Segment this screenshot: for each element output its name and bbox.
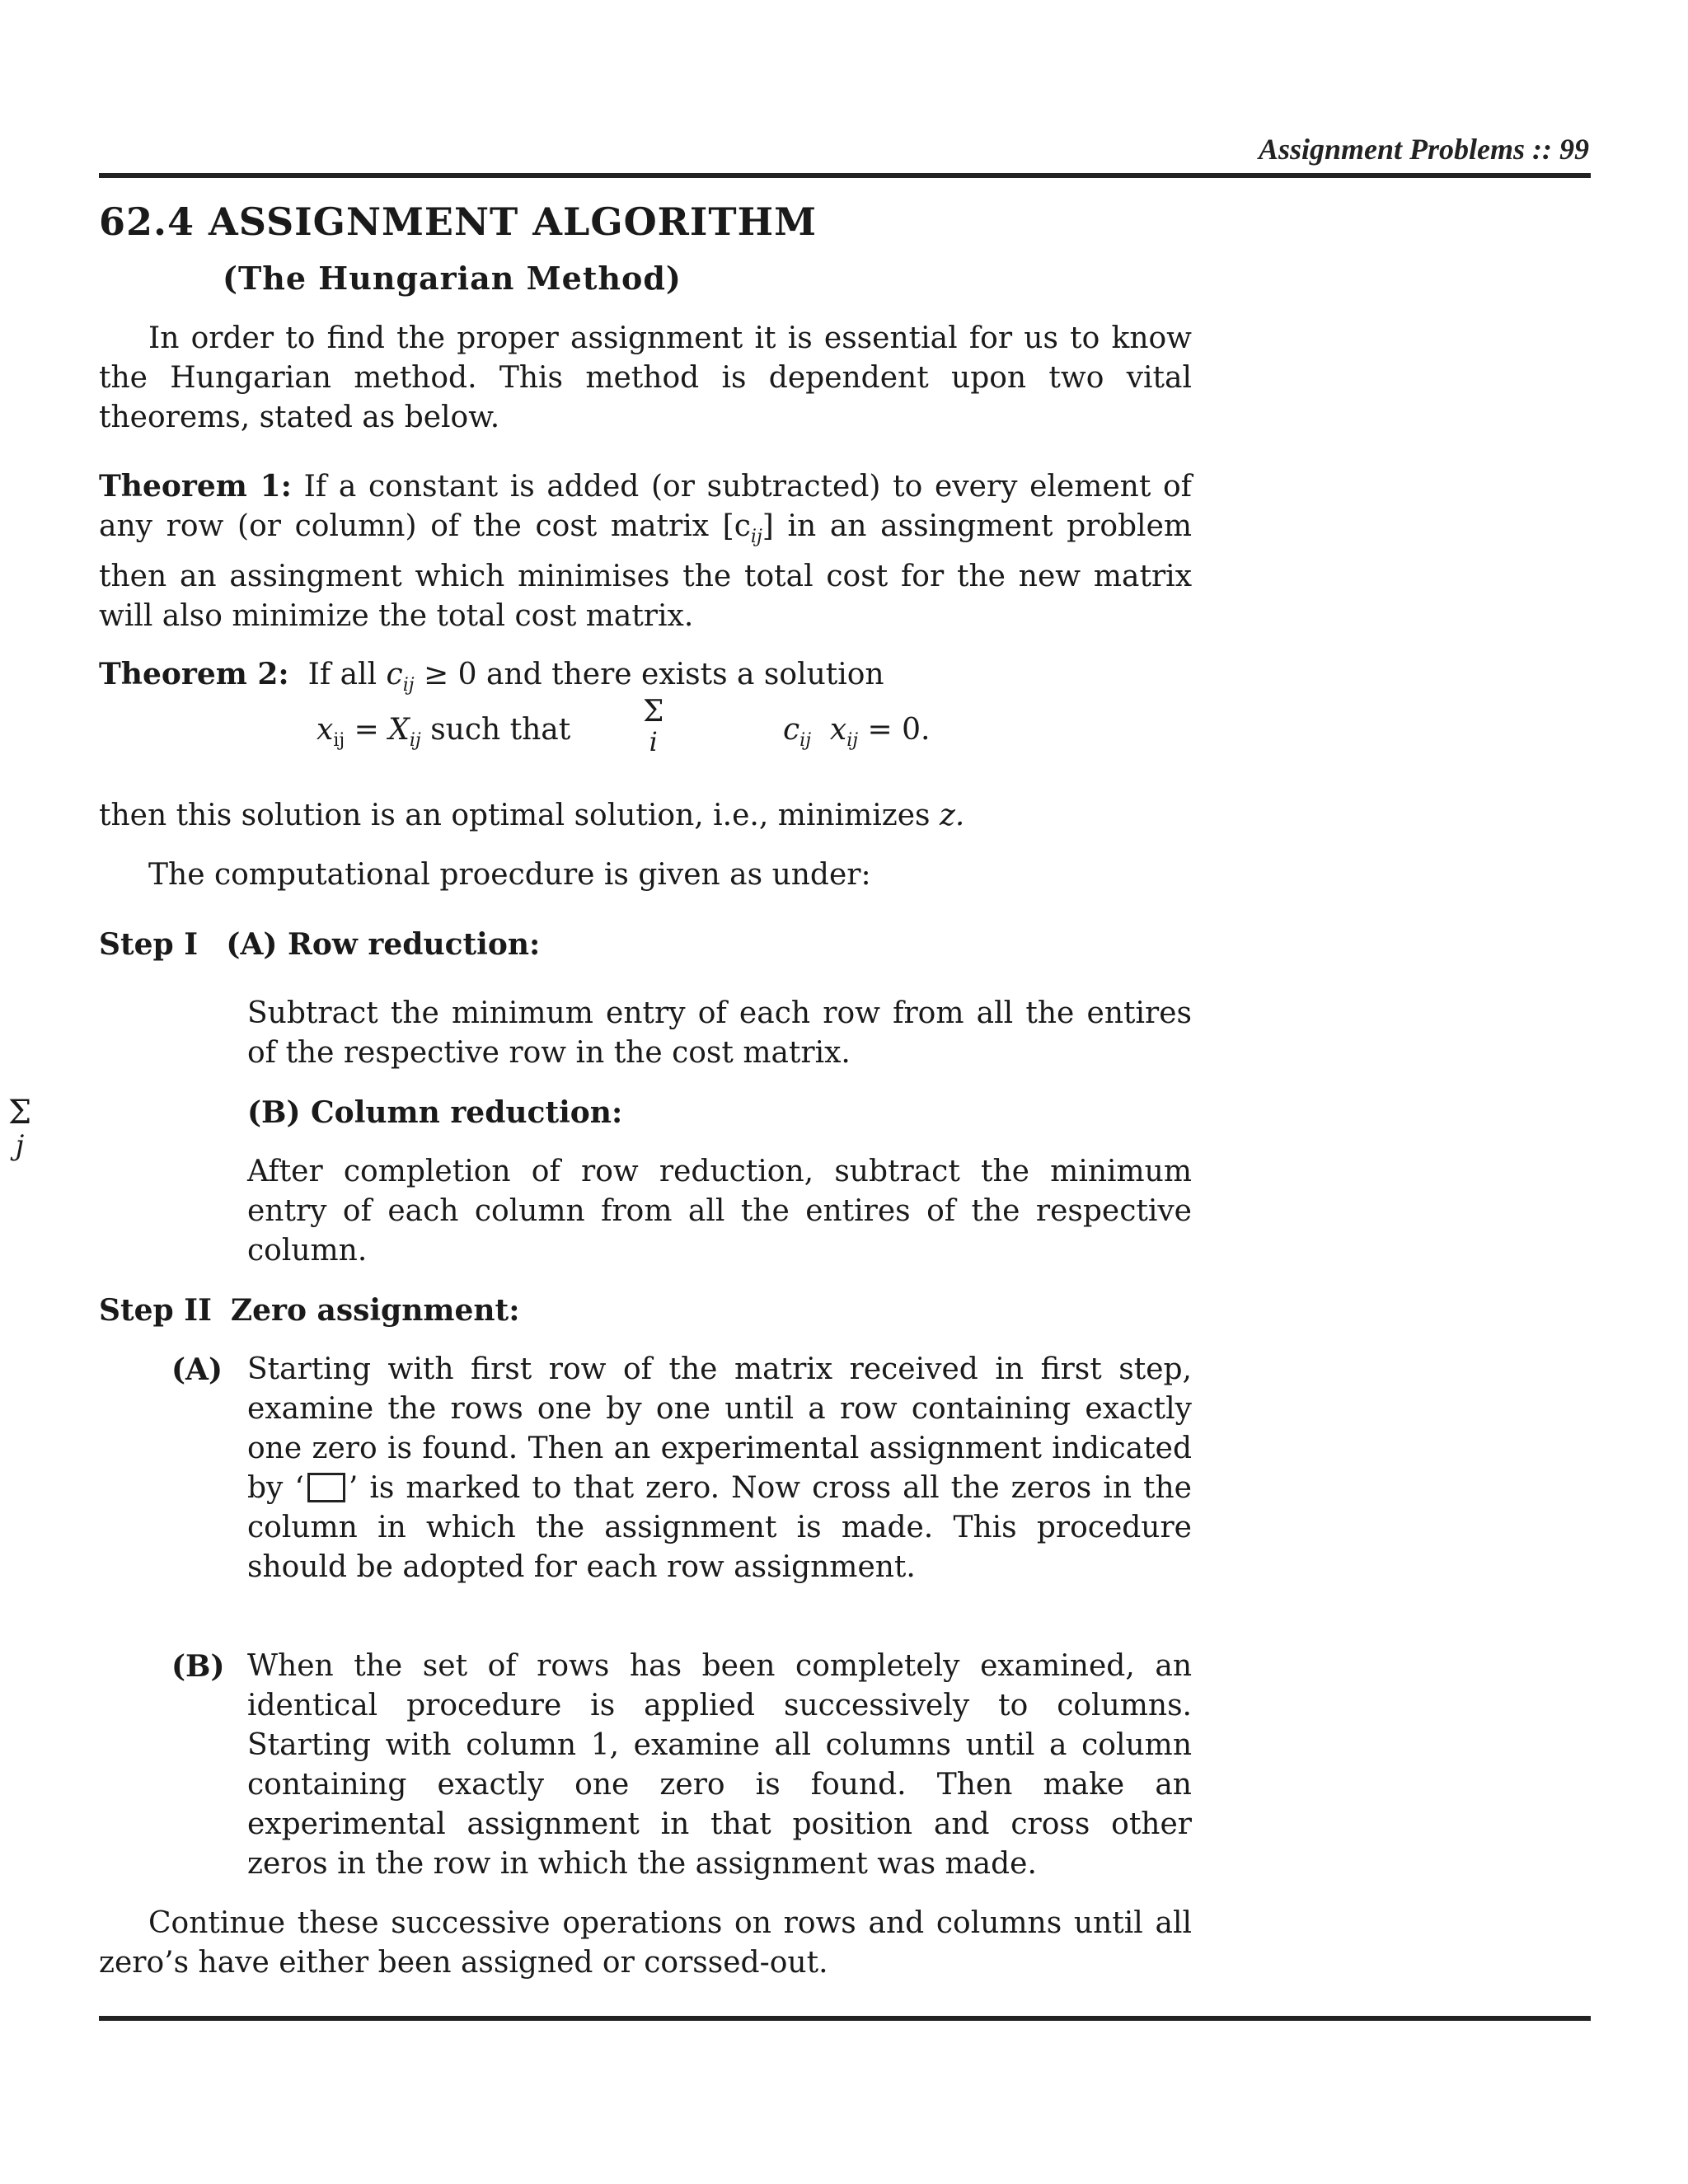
formula-X-sub: ij — [409, 730, 421, 752]
section-subtitle: (The Hungarian Method) — [223, 260, 682, 297]
theorem-1-subscript: ij — [750, 527, 762, 548]
footer-rule — [99, 2016, 1591, 2021]
step-1b-label: (B) Column reduction: — [247, 1095, 623, 1130]
formula-x2: x — [829, 713, 847, 747]
theorem-2-conclusion-text: then this solution is an optimal solution, i.e., minimizes — [99, 799, 931, 832]
step-1a-label: (A) Row reduction: — [226, 927, 541, 962]
theorem-2-text-a: If all — [307, 658, 377, 691]
theorem-1-text-b: ] in an assingment problem then an assingment which minimises the total cost for the new matrix will also minimize the total cost matrix. — [99, 509, 1193, 634]
step-2a-marker: (A) — [171, 1352, 223, 1387]
theorem-1-text-a: If a constant is added (or subtracted) to every element of any row (or column) of the cost matrix [c — [99, 470, 1192, 543]
step-2a-text — [247, 1350, 1192, 1587]
formula-eq: = — [354, 713, 379, 747]
header-rule — [99, 173, 1591, 178]
formula-c: c — [783, 713, 800, 747]
formula-such-that: such that — [430, 713, 571, 747]
theorem-2-c: c — [386, 658, 403, 691]
step-2a-text-1: Starting with first row of the matrix received in first step, examine the rows one by one until a row containing exactly one zero is found. Then an experimental assignment indicated by ‘ — [247, 1352, 1192, 1505]
step-2-title: Zero assignment: — [230, 1293, 520, 1328]
conclusion-paragraph: Continue these successive operations on rows and columns until all zero’s have either been assigned or corssed-out. — [99, 1906, 1192, 1980]
formula-X: X — [388, 713, 410, 747]
theorem-2-c-sub: ij — [402, 675, 415, 696]
formula-rhs — [783, 710, 931, 761]
formula-sigma-index: i — [649, 726, 658, 757]
step-1b-text: After completion of row reduction, subtract the minimum entry of each column from all the entires of the respective column. — [247, 1155, 1192, 1268]
intro-paragraph: In order to find the proper assignment it is essential for us to know the Hungarian method. This method is dependent upon two vital theorems, stated as below. — [99, 321, 1192, 434]
formula-x: x — [316, 713, 334, 747]
theorem-2-formula — [316, 710, 570, 761]
running-header: Assignment Problems :: 99 — [1258, 133, 1589, 166]
step-1-heading — [99, 925, 540, 965]
theorem-2-z: z. — [939, 799, 965, 832]
formula-x-sub: ij — [333, 730, 345, 752]
stray-sigma — [5, 1096, 35, 1162]
stray-sigma-index: j — [15, 1129, 25, 1162]
theorem-2-text-b: ≥ 0 and there exists a solution — [424, 658, 884, 691]
step-1a-text: Subtract the minimum entry of each row from all the entires of the respective row in the cost matrix. — [247, 996, 1192, 1070]
theorem-2-label: Theorem 2: — [99, 657, 289, 691]
step-2-heading — [99, 1291, 519, 1331]
section-title: 62.4 ASSIGNMENT ALGORITHM — [99, 199, 818, 244]
formula-eq-zero: = 0. — [867, 713, 931, 747]
theorem-1 — [99, 466, 1192, 636]
step-2a-text-2: ’ is marked to that zero. Now cross all the zeros in the column in which the assignment is made. This procedure should be adopted for each row assignment. — [247, 1471, 1192, 1584]
formula-x2-sub: ij — [846, 730, 859, 752]
step-2-label: Step II — [99, 1293, 212, 1328]
step-2b-marker: (B) — [171, 1649, 225, 1684]
step-1-label: Step I — [99, 927, 199, 962]
stray-sigma-symbol: Σ — [7, 1094, 32, 1132]
step-2b-text: When the set of rows has been completely examined, an identical procedure is applied successively to columns. Starting with column 1, examine all columns until a column containing exactly one zero is found. Then make an experimental assignment in that position and cross other zeros in the row in which the assignment was made. — [247, 1649, 1192, 1881]
formula-sigma-symbol: Σ — [643, 695, 664, 729]
procedure-intro: The computational proecdure is given as under: — [148, 858, 871, 892]
theorem-2-conclusion — [99, 796, 1192, 836]
formula-sigma — [643, 697, 663, 757]
formula-c-sub: ij — [799, 730, 812, 752]
assignment-box-icon — [307, 1473, 345, 1502]
theorem-1-label: Theorem 1: — [99, 469, 292, 504]
